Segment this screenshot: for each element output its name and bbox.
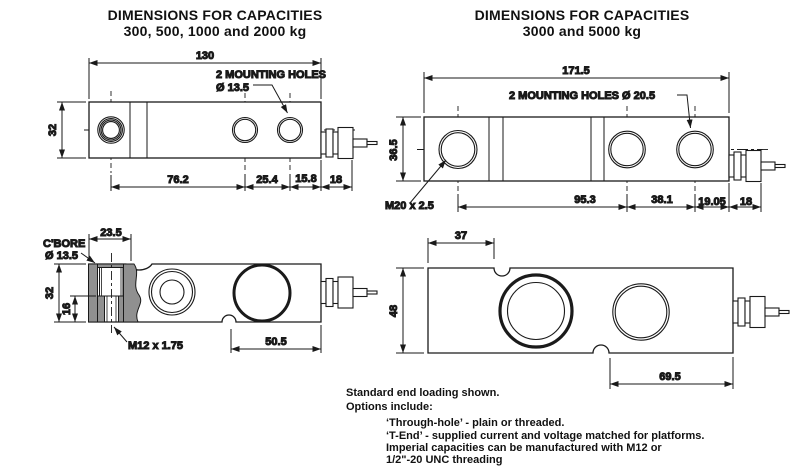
note-option-3: Imperial capacities can be manufactured with M12 or <box>386 441 662 454</box>
thread-leader <box>114 327 127 342</box>
cbore-leader <box>81 253 95 263</box>
left-title-line2: 300, 500, 1000 and 2000 kg <box>123 22 307 39</box>
dim-76-2: 76.2 <box>167 174 189 186</box>
mounting-holes-label: 2 MOUNTING HOLES <box>216 69 327 81</box>
mounting-holes-diameter: Ø 13.5 <box>216 82 250 94</box>
left-side-view <box>47 50 377 191</box>
dim-95-3: 95.3 <box>574 194 596 206</box>
dim-19-05: 19.05 <box>698 196 726 208</box>
overall-width-value: 171.5 <box>562 65 590 77</box>
cable-gland <box>321 277 377 308</box>
dim-25-4: 25.4 <box>256 174 278 186</box>
dim-38-1: 38.1 <box>651 194 673 206</box>
cable-gland <box>733 297 789 328</box>
height-value: 32 <box>47 123 59 137</box>
note-option-2: ‘T-End’ - supplied current and voltage matched for platforms. <box>386 429 705 442</box>
height-dimension <box>57 102 86 158</box>
body-outline <box>428 268 733 353</box>
cable-gland <box>729 151 785 182</box>
right-side-view <box>385 65 785 212</box>
cbore-diameter: Ø 13.5 <box>45 250 79 262</box>
height-value: 32 <box>44 286 56 300</box>
note-option-4: 1/2"-20 UNC threading <box>386 454 503 467</box>
cable-gland <box>321 128 377 159</box>
height-value: 48 <box>388 304 400 318</box>
cbore-label: C'BORE <box>43 238 86 250</box>
thread-label: M12 x 1.75 <box>128 340 184 352</box>
dim-18: 18 <box>329 174 343 186</box>
end-width-value: 37 <box>454 230 468 242</box>
hole-span-value: 69.5 <box>659 371 681 383</box>
hole-span-value: 50.5 <box>265 336 287 348</box>
thread-label: M20 x 2.5 <box>385 200 434 212</box>
notes-subheading: Options include: <box>346 401 433 414</box>
mounting-holes-label: 2 MOUNTING HOLES Ø 20.5 <box>509 90 656 102</box>
notes-block <box>346 387 786 466</box>
body-outline <box>424 117 729 181</box>
note-option-1: ‘Through-hole’ - plain or threaded. <box>386 417 565 430</box>
right-title-line1: DIMENSIONS FOR CAPACITIES <box>474 7 690 23</box>
notes-heading: Standard end loading shown. <box>346 387 500 399</box>
left-title-line1: DIMENSIONS FOR CAPACITIES <box>107 7 323 23</box>
dim-15-8: 15.8 <box>295 173 317 185</box>
overall-width-value: 130 <box>195 50 215 62</box>
height-value: 36.5 <box>388 139 400 161</box>
left-section-view <box>43 227 377 353</box>
end-width-value: 23.5 <box>100 227 122 239</box>
right-title-line2: 3000 and 5000 kg <box>522 22 642 39</box>
right-plan-view <box>388 230 789 389</box>
dim-18: 18 <box>739 196 753 208</box>
height-dimension <box>396 268 424 353</box>
bore-depth-value: 16 <box>61 302 73 316</box>
